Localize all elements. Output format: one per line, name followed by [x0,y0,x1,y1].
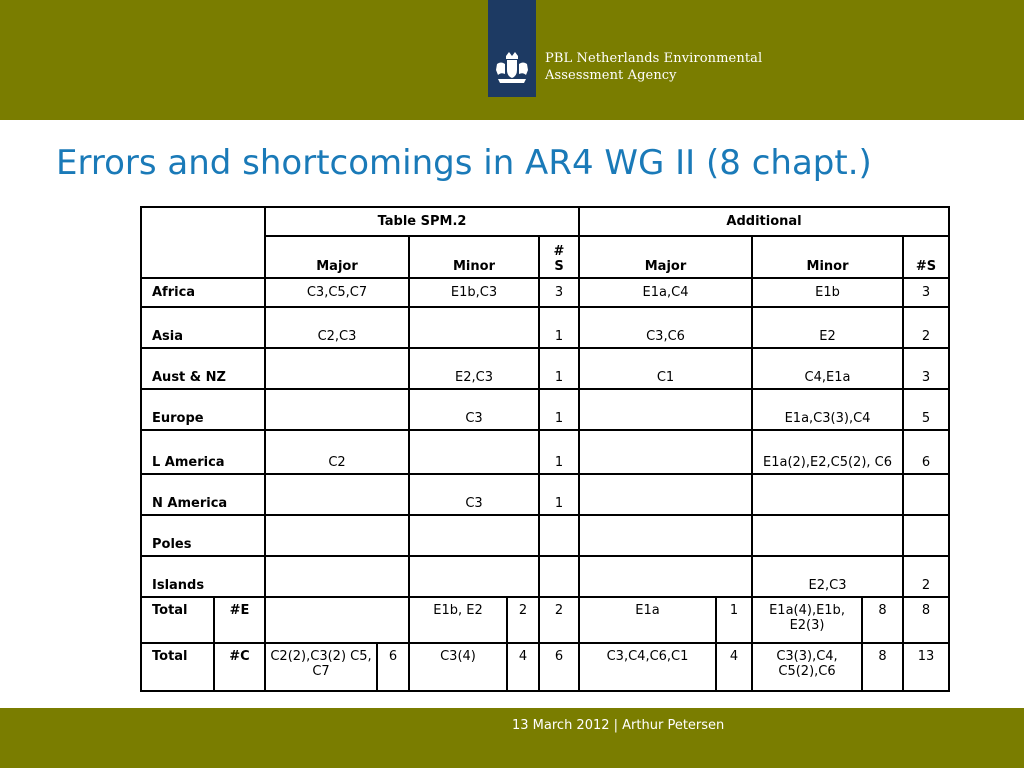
total-e-spm-s: 2 [540,598,580,644]
total-e-add-major: E1a [580,598,717,644]
organization-name [545,50,762,84]
spm-s-cell: 1 [540,390,580,431]
add-major-cell [580,557,753,598]
corner-cell [142,208,266,279]
spm-s-cell [540,557,580,598]
add-s-cell: 3 [904,279,950,308]
region-cell: N America [142,475,266,516]
spm-major-cell [266,349,410,390]
total-c-add-major: C3,C4,C6,C1 [580,644,717,692]
add-major-cell [580,390,753,431]
spm-s-cell: 1 [540,308,580,349]
col-header-add-minor: Minor [753,237,904,279]
add-s-cell [904,475,950,516]
col-header-spm-minor: Minor [410,237,540,279]
table-row [142,279,950,308]
header-bar [0,0,1024,120]
spm-minor-cell [410,431,540,475]
add-minor-cell: C4,E1a [753,349,904,390]
add-minor-cell: E1b [753,279,904,308]
spm-major-cell: C2 [266,431,410,475]
org-line-1: PBL Netherlands Environmental [545,51,763,66]
spm-s-cell: 3 [540,279,580,308]
spm-minor-cell [410,557,540,598]
add-minor-cell [753,475,904,516]
add-s-cell: 6 [904,431,950,475]
total-c-kind: #C [215,644,266,692]
add-major-cell: C3,C6 [580,308,753,349]
spm-minor-cell [410,308,540,349]
group-header-spm: Table SPM.2 [266,208,580,237]
col-header-spm-s [540,237,580,279]
add-major-cell [580,475,753,516]
total-e-add-minor: E1a(4),E1b, E2(3) [753,598,863,644]
errors-table [140,206,950,692]
col-header-add-major: Major [580,237,753,279]
total-e-spm-minor: E1b, E2 [410,598,508,644]
add-minor-cell: E1a,C3(3),C4 [753,390,904,431]
total-c-spm-minor-n: 4 [508,644,540,692]
region-cell: Poles [142,516,266,557]
total-c-add-minor-n: 8 [863,644,904,692]
total-e-add-major-n: 1 [717,598,753,644]
logo-block [488,0,536,97]
add-s-cell: 3 [904,349,950,390]
add-major-cell: E1a,C4 [580,279,753,308]
spm-major-cell [266,475,410,516]
total-c-add-s: 13 [904,644,950,692]
total-c-row [142,644,950,692]
spm-major-cell [266,557,410,598]
spm-minor-cell: E1b,C3 [410,279,540,308]
group-header-additional: Additional [580,208,950,237]
add-major-cell [580,431,753,475]
col-header-spm-s-line1: # [553,244,565,259]
spm-minor-cell: C3 [410,475,540,516]
region-cell: Asia [142,308,266,349]
col-header-add-s: #S [904,237,950,279]
table-row [142,475,950,516]
add-minor-cell: E2 [753,308,904,349]
total-e-add-s: 8 [904,598,950,644]
org-line-2: Assessment Agency [545,68,677,83]
total-e-add-minor-n: 8 [863,598,904,644]
slide-title: Errors and shortcomings in AR4 WG II (8 chapt.) [56,143,872,183]
table-row [142,431,950,475]
spm-major-cell: C3,C5,C7 [266,279,410,308]
footer-text: 13 March 2012 | Arthur Petersen [512,718,725,733]
spm-s-cell [540,516,580,557]
spm-minor-cell: C3 [410,390,540,431]
total-c-add-minor: C3(3),C4, C5(2),C6 [753,644,863,692]
footer-bar [0,708,1024,768]
total-c-spm-major: C2(2),C3(2) C5, C7 [266,644,378,692]
total-c-spm-s: 6 [540,644,580,692]
total-e-label: Total [142,598,215,644]
table-row [142,308,950,349]
total-c-spm-minor: C3(4) [410,644,508,692]
region-cell: Aust & NZ [142,349,266,390]
col-header-spm-major: Major [266,237,410,279]
total-e-row [142,598,950,644]
total-e-spm-major [266,598,410,644]
region-cell: Africa [142,279,266,308]
region-cell: Islands [142,557,266,598]
spm-minor-cell [410,516,540,557]
table-row [142,516,950,557]
col-header-spm-s-line2: S [554,259,564,274]
coat-of-arms-icon [492,50,532,86]
region-cell: Europe [142,390,266,431]
add-major-cell [580,516,753,557]
spm-minor-cell: E2,C3 [410,349,540,390]
add-s-cell: 5 [904,390,950,431]
total-c-label: Total [142,644,215,692]
spm-major-cell: C2,C3 [266,308,410,349]
add-minor-cell: E2,C3 [753,557,904,598]
spm-s-cell: 1 [540,475,580,516]
total-e-spm-minor-n: 2 [508,598,540,644]
add-minor-cell [753,516,904,557]
spm-s-cell: 1 [540,431,580,475]
add-minor-cell: E1a(2),E2,C5(2), C6 [753,431,904,475]
total-c-spm-major-n: 6 [378,644,410,692]
region-cell: L America [142,431,266,475]
add-major-cell: C1 [580,349,753,390]
spm-major-cell [266,390,410,431]
add-s-cell [904,516,950,557]
spm-major-cell [266,516,410,557]
table-row [142,349,950,390]
spm-s-cell: 1 [540,349,580,390]
table-row [142,390,950,431]
total-c-add-major-n: 4 [717,644,753,692]
add-s-cell: 2 [904,308,950,349]
total-e-kind: #E [215,598,266,644]
add-s-cell: 2 [904,557,950,598]
table-row [142,557,950,598]
